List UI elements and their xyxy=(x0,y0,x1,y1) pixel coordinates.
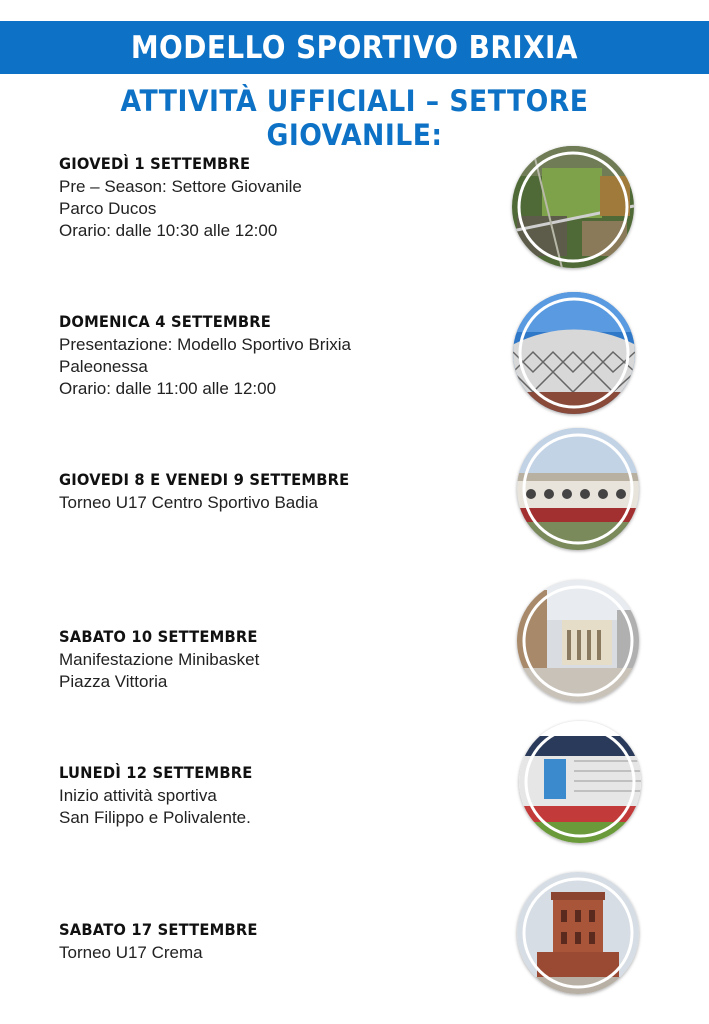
event-line: Parco Ducos xyxy=(59,199,157,218)
page-subtitle: ATTIVITÀ UFFICIALI – SETTORE GIOVANILE: xyxy=(120,84,589,152)
event-date: GIOVEDÌ 1 SETTEMBRE xyxy=(59,154,251,173)
event-line: Presentazione: Modello Sportivo Brixia xyxy=(59,335,351,354)
event-line: Manifestazione Minibasket xyxy=(59,650,260,669)
event-item xyxy=(59,470,479,514)
event-line: Piazza Vittoria xyxy=(59,672,168,691)
event-date: LUNEDÌ 12 SETTEMBRE xyxy=(59,763,253,782)
event-line: Torneo U17 Crema xyxy=(59,943,203,962)
event-line: Inizio attività sportiva xyxy=(59,786,217,805)
event-item xyxy=(59,627,479,693)
event-line: Orario: dalle 10:30 alle 12:00 xyxy=(59,221,278,240)
event-date: DOMENICA 4 SETTEMBRE xyxy=(59,312,271,331)
event-line: San Filippo e Polivalente. xyxy=(59,808,251,827)
event-line: Paleonessa xyxy=(59,357,148,376)
piazza-photo xyxy=(517,580,639,702)
header-banner xyxy=(0,21,709,74)
event-line: Orario: dalle 11:00 alle 12:00 xyxy=(59,379,277,398)
event-line: Pre – Season: Settore Giovanile xyxy=(59,177,302,196)
arena-photo xyxy=(513,292,635,414)
event-item xyxy=(59,154,479,242)
stadium-photo xyxy=(519,721,641,843)
page-title: MODELLO SPORTIVO BRIXIA xyxy=(130,29,579,66)
event-item xyxy=(59,312,479,400)
event-item xyxy=(59,920,479,964)
event-date: SABATO 17 SETTEMBRE xyxy=(59,920,258,939)
park-aerial-photo xyxy=(512,146,634,268)
event-line: Torneo U17 Centro Sportivo Badia xyxy=(59,493,318,512)
event-date: GIOVEDI 8 E VENEDI 9 SETTEMBRE xyxy=(59,470,350,489)
event-date: SABATO 10 SETTEMBRE xyxy=(59,627,258,646)
sports-center-photo xyxy=(517,428,639,550)
tower-photo xyxy=(517,872,639,994)
event-item xyxy=(59,763,479,829)
